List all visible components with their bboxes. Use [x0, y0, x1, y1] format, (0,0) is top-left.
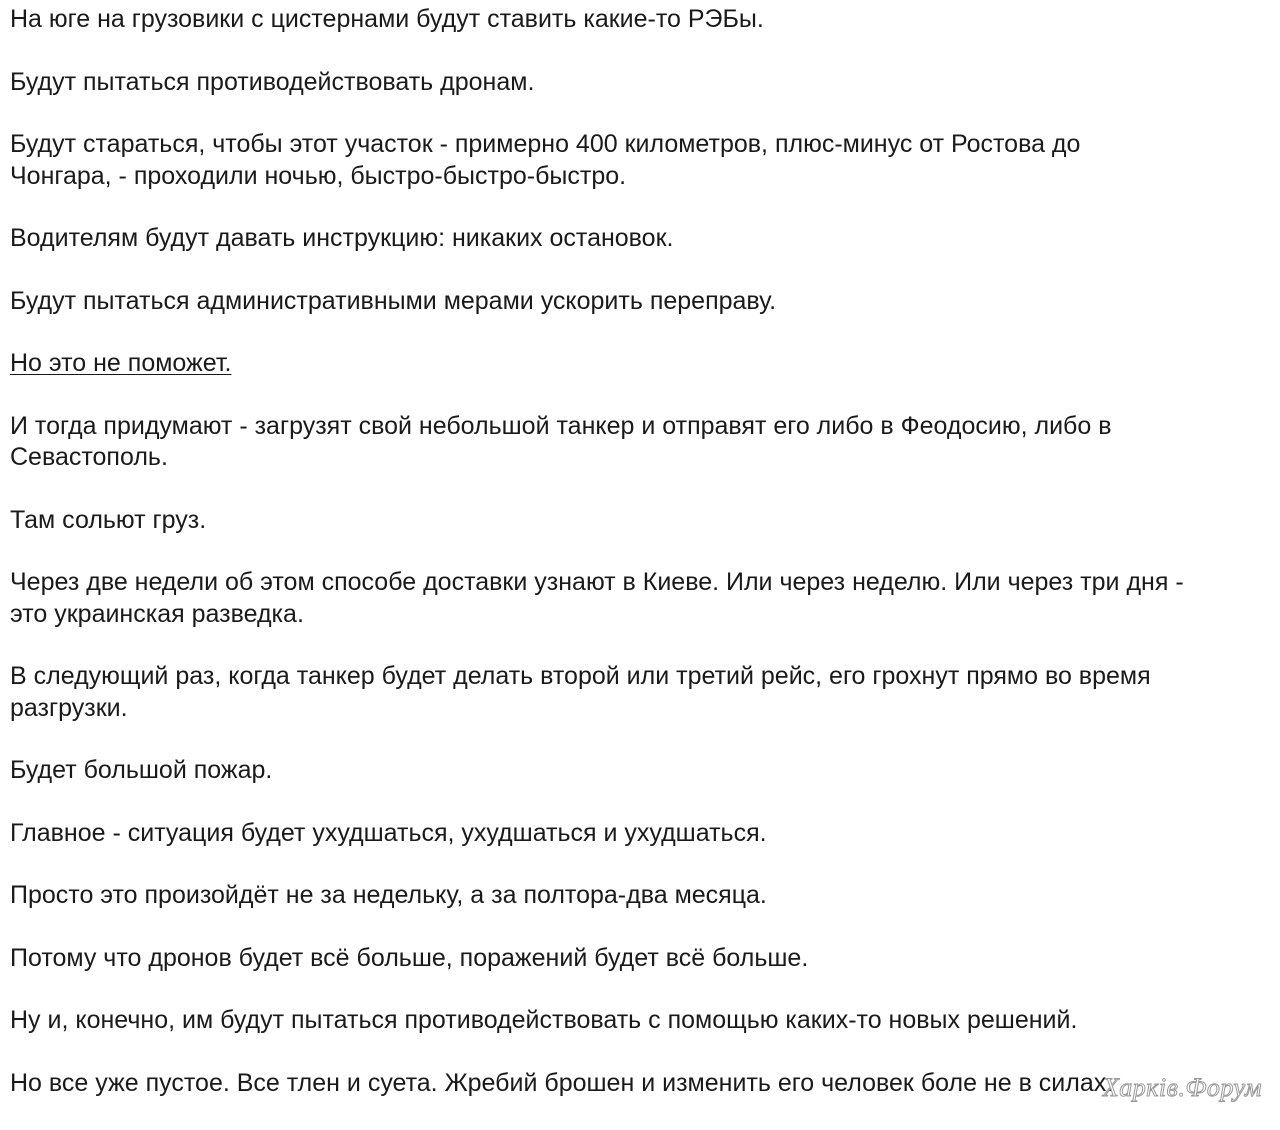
- paragraph: [10, 4, 1278, 36]
- text-line: Но это не поможет.: [10, 349, 232, 377]
- paragraph: [10, 67, 1278, 99]
- paragraph: [10, 567, 1278, 630]
- text-line: Водителям будут давать инструкцию: никаких остановок.: [10, 224, 674, 252]
- paragraph: [10, 661, 1278, 724]
- text-line: Чонгара, - проходили ночью, быстро-быстро-быстро.: [10, 161, 627, 190]
- paragraph: [10, 505, 1278, 537]
- text-line: И тогда придумают - загрузят свой небольшой танкер и отправят его либо в Феодосию, либо в: [10, 411, 1112, 440]
- paragraph: [10, 1068, 1278, 1100]
- paragraph: [10, 943, 1278, 975]
- text-line: Будет большой пожар.: [10, 756, 273, 784]
- text-line: Но все уже пустое. Все тлен и суета. Жребий брошен и изменить его человек боле не в силах.: [10, 1068, 1114, 1097]
- text-line: Будут пытаться административными мерами ускорить переправу.: [10, 286, 777, 315]
- document-body: [10, 4, 1278, 1130]
- paragraph: [10, 818, 1278, 850]
- paragraph: [10, 286, 1278, 318]
- paragraph: [10, 880, 1278, 912]
- watermark: Харків.Форум: [1102, 1073, 1262, 1102]
- text-line: разгрузки.: [10, 693, 128, 722]
- text-line: Главное - ситуация будет ухудшаться, ухудшаться и ухудшаться.: [10, 818, 767, 847]
- text-line: Там сольют груз.: [10, 505, 207, 534]
- paragraph: [10, 755, 1278, 787]
- text-line: В следующий раз, когда танкер будет делать второй или третий рейс, его грохнут прямо во время: [10, 662, 1151, 690]
- paragraph: [10, 1005, 1278, 1037]
- text-line: На юге на грузовики с цистернами будут ставить какие-то РЭБы.: [10, 5, 764, 33]
- paragraph: [10, 129, 1278, 192]
- paragraph: [10, 411, 1278, 474]
- paragraph: [10, 223, 1278, 255]
- text-line: Севастополь.: [10, 443, 168, 471]
- text-line: Будут пытаться противодействовать дронам.: [10, 67, 535, 96]
- underlined-paragraph: [10, 348, 1278, 380]
- text-line: Потому что дронов будет всё больше, поражений будет всё больше.: [10, 943, 809, 972]
- text-line: Через две недели об этом способе доставки узнают в Киеве. Или через неделю. Или через три дня -: [10, 568, 1184, 596]
- text-line: Просто это произойдёт не за недельку, а за полтора-два месяца.: [10, 881, 767, 909]
- text-line: Будут стараться, чтобы этот участок - примерно 400 километров, плюс-минус от Ростова до: [10, 130, 1081, 158]
- text-line: Ну и, конечно, им будут пытаться противодействовать с помощью каких-то новых решений.: [10, 1006, 1078, 1034]
- text-line: это украинская разведка.: [10, 599, 304, 628]
